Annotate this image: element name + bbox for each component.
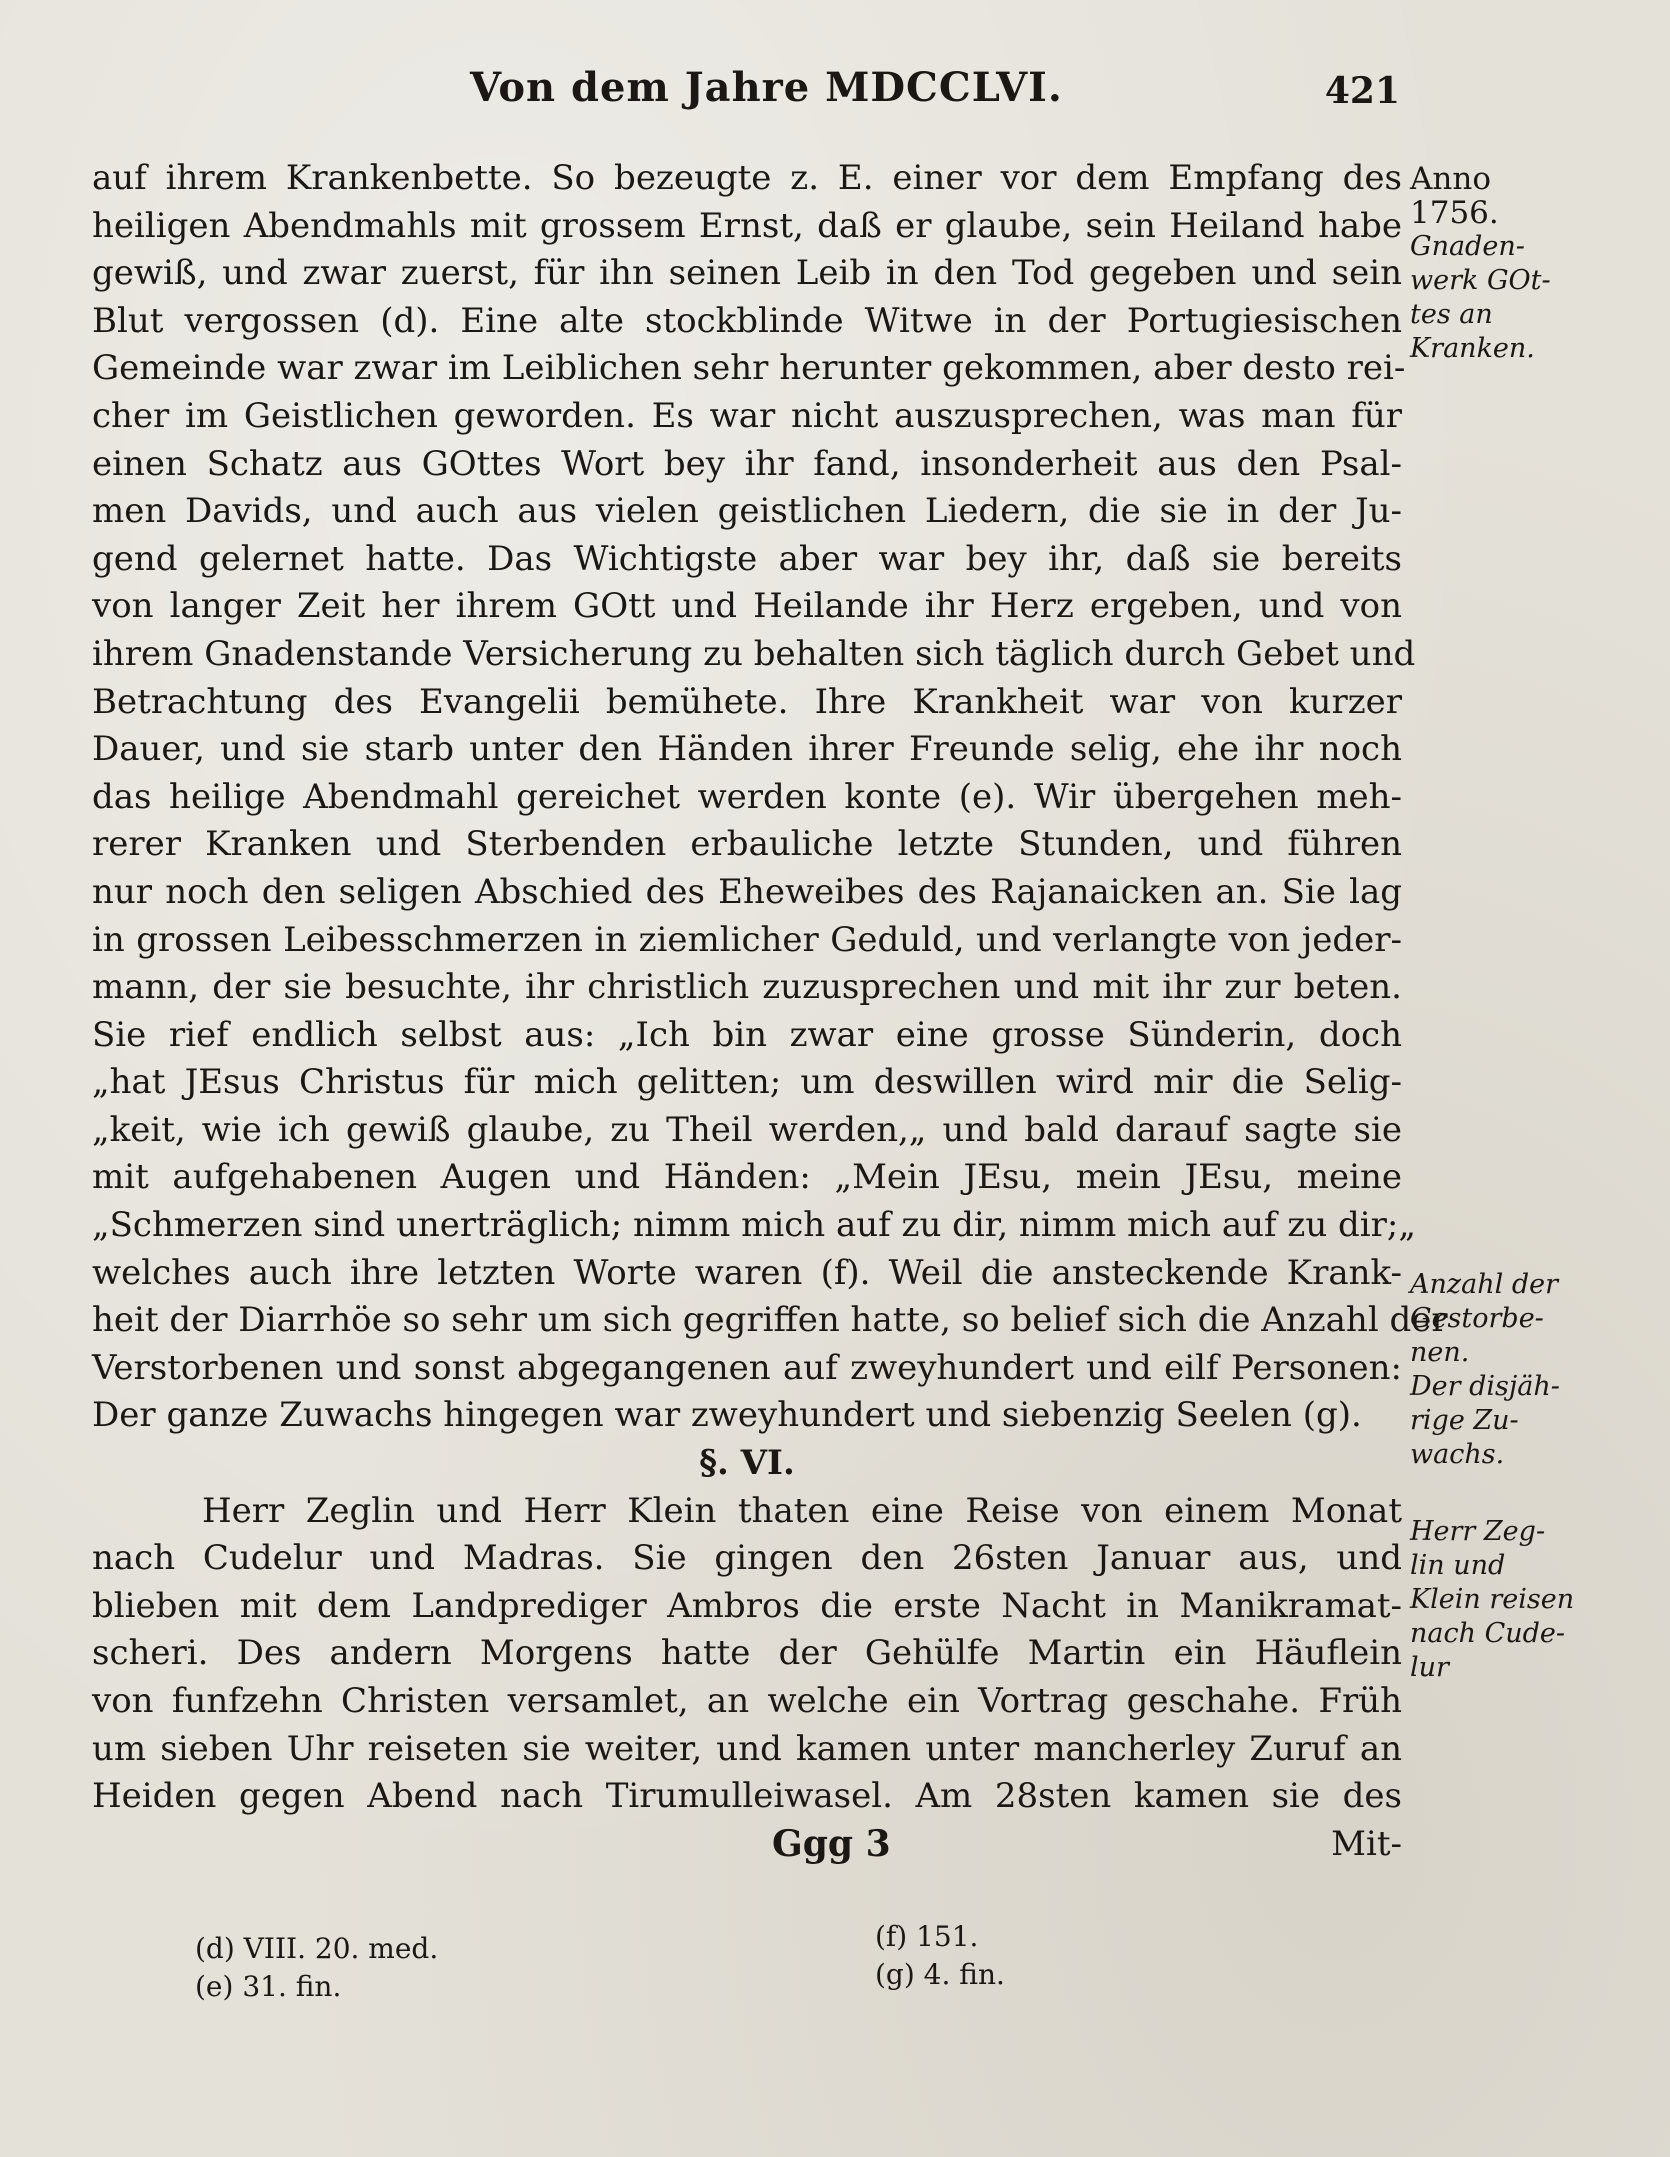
page-number: 421: [1324, 70, 1400, 112]
text-line: „keit, wie ich gewiß glaube, zu Theil werden,„ und bald darauf sagte sie: [92, 1109, 1402, 1150]
text-line: blieben mit dem Landprediger Ambros die erste Nacht in Manikramat-: [92, 1585, 1402, 1626]
running-title: Von dem Jahre MDCCLVI.: [470, 64, 1063, 111]
text-line: Dauer, und sie starb unter den Händen ihrer Freunde selig, ehe ihr noch: [92, 729, 1402, 770]
margin-note-line: tes an: [1410, 299, 1493, 330]
text-line: Herr Zeglin und Herr Klein thaten eine Reise von einem Monat: [202, 1490, 1402, 1531]
footnote-g: (g) 4. fin.: [875, 1958, 1005, 1991]
text-line: heit der Diarrhöe so sehr um sich gegriffen hatte, so belief sich die Anzahl der: [92, 1300, 1448, 1341]
margin-note-line: wachs.: [1410, 1439, 1505, 1470]
signature-mark: Ggg 3: [772, 1822, 891, 1865]
footnote-d: (d) VIII. 20. med.: [195, 1932, 439, 1965]
text-line: Betrachtung des Evangelii bemühete. Ihre Krankheit war von kurzer: [92, 681, 1402, 722]
margin-note-line: Herr Zeg-: [1410, 1516, 1546, 1547]
margin-note-line: lur: [1410, 1652, 1449, 1683]
text-line: von funfzehn Christen versamlet, an welche ein Vortrag geschahe. Früh: [92, 1681, 1402, 1721]
text-line: mann, der sie besuchte, ihr christlich zuzusprechen und mit ihr zur beten.: [92, 967, 1402, 1008]
text-line: welches auch ihre letzten Worte waren (f). Weil die ansteckende Krank-: [92, 1252, 1402, 1293]
text-line: auf ihrem Krankenbette. So bezeugte z. E. einer vor dem Empfang des: [92, 158, 1402, 198]
text-line: cher im Geistlichen geworden. Es war nicht auszusprechen, was man für: [92, 395, 1402, 436]
margin-note-line: nen.: [1410, 1337, 1470, 1368]
margin-note-anzahl: [1410, 1268, 1580, 1472]
text-line: scheri. Des andern Morgens hatte der Gehülfe Martin ein Häuflein: [92, 1633, 1402, 1674]
text-line: Heiden gegen Abend nach Tirumulleiwasel. Am 28sten kamen sie des: [92, 1776, 1402, 1817]
text-line: heiligen Abendmahls mit grossem Ernst, daß er glaube, sein Heiland habe: [92, 205, 1402, 246]
text-line: das heilige Abendmahl gereichet werden konte (e). Wir übergehen meh-: [92, 776, 1402, 817]
margin-note-line: lin und: [1410, 1550, 1506, 1581]
section-heading: §. VI.: [699, 1443, 795, 1484]
margin-note-line: Gestorbe-: [1410, 1303, 1544, 1334]
text-line: mit aufgehabenen Augen und Händen: „Mein JEsu, mein JEsu, meine: [92, 1157, 1402, 1198]
text-line: Verstorbenen und sonst abgegangenen auf zweyhundert und eilf Personen:: [92, 1347, 1402, 1388]
text-line: nur noch den seligen Abschied des Eheweibes des Rajanaicken an. Sie lag: [92, 871, 1402, 912]
text-line: von langer Zeit her ihrem GOtt und Heilande ihr Herz ergeben, und von: [92, 586, 1402, 627]
margin-note-gnadenwerk: [1410, 162, 1580, 366]
margin-note-line: Anno: [1410, 161, 1491, 197]
body-text: [92, 155, 1448, 1868]
text-line: ihrem Gnadenstande Versicherung zu behalten sich täglich durch Gebet und: [92, 633, 1416, 674]
margin-note-line: Der disjäh-: [1410, 1371, 1560, 1402]
footnote-f: (f) 151.: [875, 1920, 979, 1953]
text-line: Sie rief endlich selbst aus: „Ich bin zwar eine grosse Sünderin, doch: [92, 1014, 1402, 1055]
text-line: nach Cudelur und Madras. Sie gingen den 26sten Januar aus, und: [92, 1538, 1402, 1579]
text-line: men Davids, und auch aus vielen geistlichen Liedern, die sie in der Ju-: [92, 491, 1402, 532]
margin-note-line: Kranken.: [1410, 333, 1535, 364]
signature-line: [92, 1821, 1402, 1869]
margin-note-line: nach Cude-: [1410, 1618, 1566, 1649]
page-header: [470, 64, 1400, 124]
text-line: um sieben Uhr reiseten sie weiter, und kamen unter mancherley Zuruf an: [92, 1728, 1402, 1769]
margin-note-line: Anzahl der: [1410, 1269, 1558, 1300]
text-line: „Schmerzen sind unerträglich; nimm mich auf zu dir, nimm mich auf zu dir;„: [92, 1205, 1416, 1246]
text-line: in grossen Leibesschmerzen in ziemlicher Geduld, und verlangte von jeder-: [92, 919, 1402, 960]
catchword: Mit-: [1331, 1823, 1402, 1864]
margin-note-line: rige Zu-: [1410, 1405, 1519, 1436]
text-line: Blut vergossen (d). Eine alte stockblinde Witwe in der Portugiesischen: [92, 300, 1402, 341]
text-line: Gemeinde war zwar im Leiblichen sehr herunter gekommen, aber desto rei-: [92, 348, 1406, 389]
text-line: gewiß, und zwar zuerst, für ihn seinen Leib in den Tod gegeben und sein: [92, 253, 1402, 294]
text-line: gend gelernet hatte. Das Wichtigste aber war bey ihr, daß sie bereits: [92, 538, 1402, 579]
text-line: rerer Kranken und Sterbenden erbauliche letzte Stunden, und führen: [92, 824, 1402, 865]
margin-note-line: 1756.: [1410, 195, 1499, 231]
text-line: einen Schatz aus GOttes Wort bey ihr fand, insonderheit aus den Psal-: [92, 443, 1402, 484]
margin-note-reise: [1410, 1515, 1580, 1685]
margin-note-line: Gnaden-: [1410, 231, 1525, 262]
footnote-e: (e) 31. fin.: [195, 1970, 342, 2003]
text-line: Der ganze Zuwachs hingegen war zweyhundert und siebenzig Seelen (g).: [92, 1395, 1362, 1436]
text-line: „hat JEsus Christus für mich gelitten; um deswillen wird mir die Selig-: [92, 1062, 1402, 1103]
margin-note-line: Klein reisen: [1410, 1584, 1575, 1615]
footnotes: [195, 1920, 1195, 2010]
margin-note-line: werk GOt-: [1410, 265, 1551, 296]
